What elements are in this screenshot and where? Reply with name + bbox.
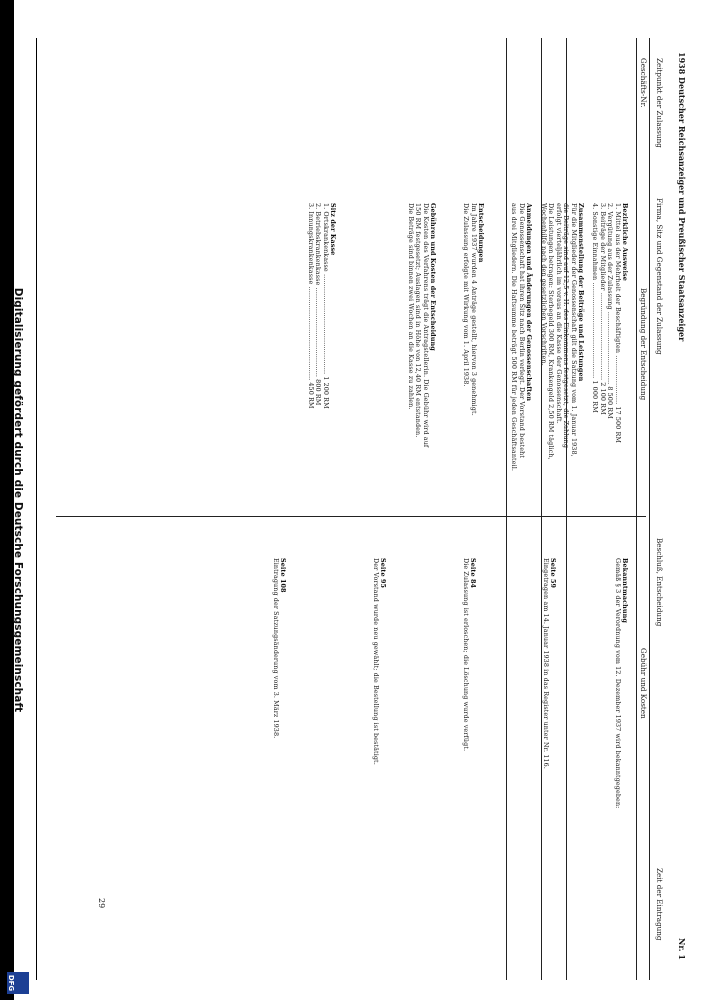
section-line: Die Genossenschaft hat ihren Sitz nach Berlin verlegt. Der Vorstand besteht bbox=[517, 203, 526, 459]
section-block bbox=[591, 203, 628, 443]
running-header: 1938 Deutscher Reichsanzeiger und Preußischer Staatsanzeiger bbox=[677, 52, 687, 342]
section-title: Anmeldungen und Änderungen der Genossenschaften bbox=[525, 203, 533, 402]
scanned-page bbox=[36, 38, 701, 980]
column-header: Beschluß, Entscheidung bbox=[655, 538, 664, 627]
section-line: Für die Mitglieder der Genossenschaft gilt die Satzung vom 1. Januar 1938, bbox=[569, 203, 578, 457]
section-line: die Beiträge sind auf 12,5 v. H. des Einkommens festgesetzt; die Zahlung bbox=[562, 203, 571, 449]
entry-title: Seite 59 bbox=[549, 558, 557, 589]
dfg-logo-text: DFG bbox=[7, 974, 15, 992]
section-title: Bezirkliche Ausweise bbox=[621, 203, 629, 281]
column-header: Begründung der Entscheidung bbox=[639, 288, 648, 401]
section-block bbox=[510, 203, 532, 471]
entry-title: Seite 95 bbox=[379, 558, 387, 589]
entry-title: Bekanntmachung bbox=[621, 558, 629, 623]
section-line: 3. Innungskrankenkasse ............................................ 450 RM bbox=[306, 203, 315, 409]
section-block bbox=[462, 203, 484, 416]
entry-text: Der Vorstand wurde neu gewählt; die Bestellung ist bestätigt. bbox=[371, 558, 380, 765]
entry-text: Gemäß § 3 der Verordnung vom 12. Dezember 1937 wird bekanntgegeben: bbox=[613, 558, 622, 809]
section-line: Die Zulassung erfolgte mit Wirkung vom 1. April 1938. bbox=[462, 203, 471, 387]
column-header: Geschäfts-Nr. bbox=[639, 58, 648, 108]
entry-text: Eintragung der Satzungsänderung vom 3. März 1938. bbox=[271, 558, 280, 739]
section-line: 2. Betriebskrankenkasse .......................................... 800 RM bbox=[314, 203, 323, 406]
entry-block bbox=[461, 558, 476, 751]
section-line: 2. Vergütung aus der Zulassung .................................. 8 500 RM bbox=[606, 203, 615, 419]
entry-block bbox=[271, 558, 286, 738]
entry-block bbox=[613, 558, 628, 808]
entry-text: Eingetragen am 14. Januar 1938 in das Register unter Nr. 116. bbox=[541, 558, 550, 769]
column-rule bbox=[649, 38, 650, 980]
section-title: Entscheidungen bbox=[477, 203, 485, 263]
section-line: Die Leistungen betragen: Sterbegeld 300 RM, Krankengeld 2,50 RM täglich, bbox=[547, 203, 556, 460]
column-header: Zeitpunkt der Zulassung bbox=[655, 58, 664, 148]
section-block bbox=[406, 203, 436, 447]
section-line: Die Beträge sind binnen zwei Wochen an die Kasse zu zahlen. bbox=[406, 203, 415, 410]
column-header: Gebühr und Kosten bbox=[639, 648, 648, 719]
section-line: aus drei Mitgliedern. Die Haftsumme beträgt 500 RM für jeden Geschäftsanteil. bbox=[510, 203, 519, 472]
section-line: 1. Mittel aus der Mehrheit der Beschäftigten ....................... 17 500 RM bbox=[613, 203, 622, 444]
entry-block bbox=[371, 558, 386, 765]
page-divider bbox=[56, 516, 646, 517]
section-block bbox=[540, 203, 584, 460]
page-number: 29 bbox=[97, 898, 106, 909]
section-line: 4. Sonstige Einnahmen ............................................. 1 000 RM bbox=[591, 203, 600, 413]
column-header: Firma, Sitz und Gegenstand der Zulassung bbox=[655, 198, 664, 355]
page-border bbox=[36, 38, 701, 980]
section-line: Wochenhilfe nach den gesetzlichen Vorschriften. bbox=[539, 203, 548, 366]
column-rule bbox=[541, 38, 542, 980]
column-rule bbox=[636, 38, 637, 980]
section-title: Gebühren und Kosten der Entscheidung bbox=[429, 203, 437, 351]
section-line: 1. Ortskrankenkasse ............................................... 1 200 RM bbox=[321, 203, 330, 409]
section-line: Im Jahre 1937 wurden 4 Anträge gestellt, hiervon 3 genehmigt. bbox=[469, 203, 478, 416]
section-line: 150 RM festgesetzt; Auslagen sind in Höhe von 12,40 RM entstanden. bbox=[414, 203, 423, 438]
footer-credit: Digitalisierung gefördert durch die Deutsche Forschungsgemeinschaft bbox=[12, 287, 24, 713]
column-rule bbox=[566, 38, 567, 980]
section-block bbox=[306, 203, 336, 409]
entry-title: Seite 84 bbox=[469, 558, 477, 589]
section-title: Zusammenstellung der Beiträge und Leistungen bbox=[577, 203, 585, 382]
entry-text: Die Zulassung ist erloschen; die Löschung wurde verfügt. bbox=[461, 558, 470, 752]
column-rule bbox=[506, 38, 507, 980]
section-line: erfolgt vierteljährlich im voraus an die Kasse der Genossenschaft. bbox=[554, 203, 563, 424]
section-line: 3. Beiträge der Mitglieder ......................................... 2 100 RM bbox=[598, 203, 607, 415]
footer-bar bbox=[0, 0, 36, 1000]
header-right: Nr. 1 bbox=[677, 938, 687, 960]
entry-title: Seite 108 bbox=[279, 558, 287, 593]
entry-block bbox=[541, 558, 556, 769]
section-title: Sitz der Kasse bbox=[329, 203, 337, 256]
column-header: Zeit der Eintragung bbox=[655, 868, 664, 941]
section-line: Die Kosten des Verfahrens trägt die Antragstellerin. Die Gebühr wird auf bbox=[421, 203, 430, 448]
